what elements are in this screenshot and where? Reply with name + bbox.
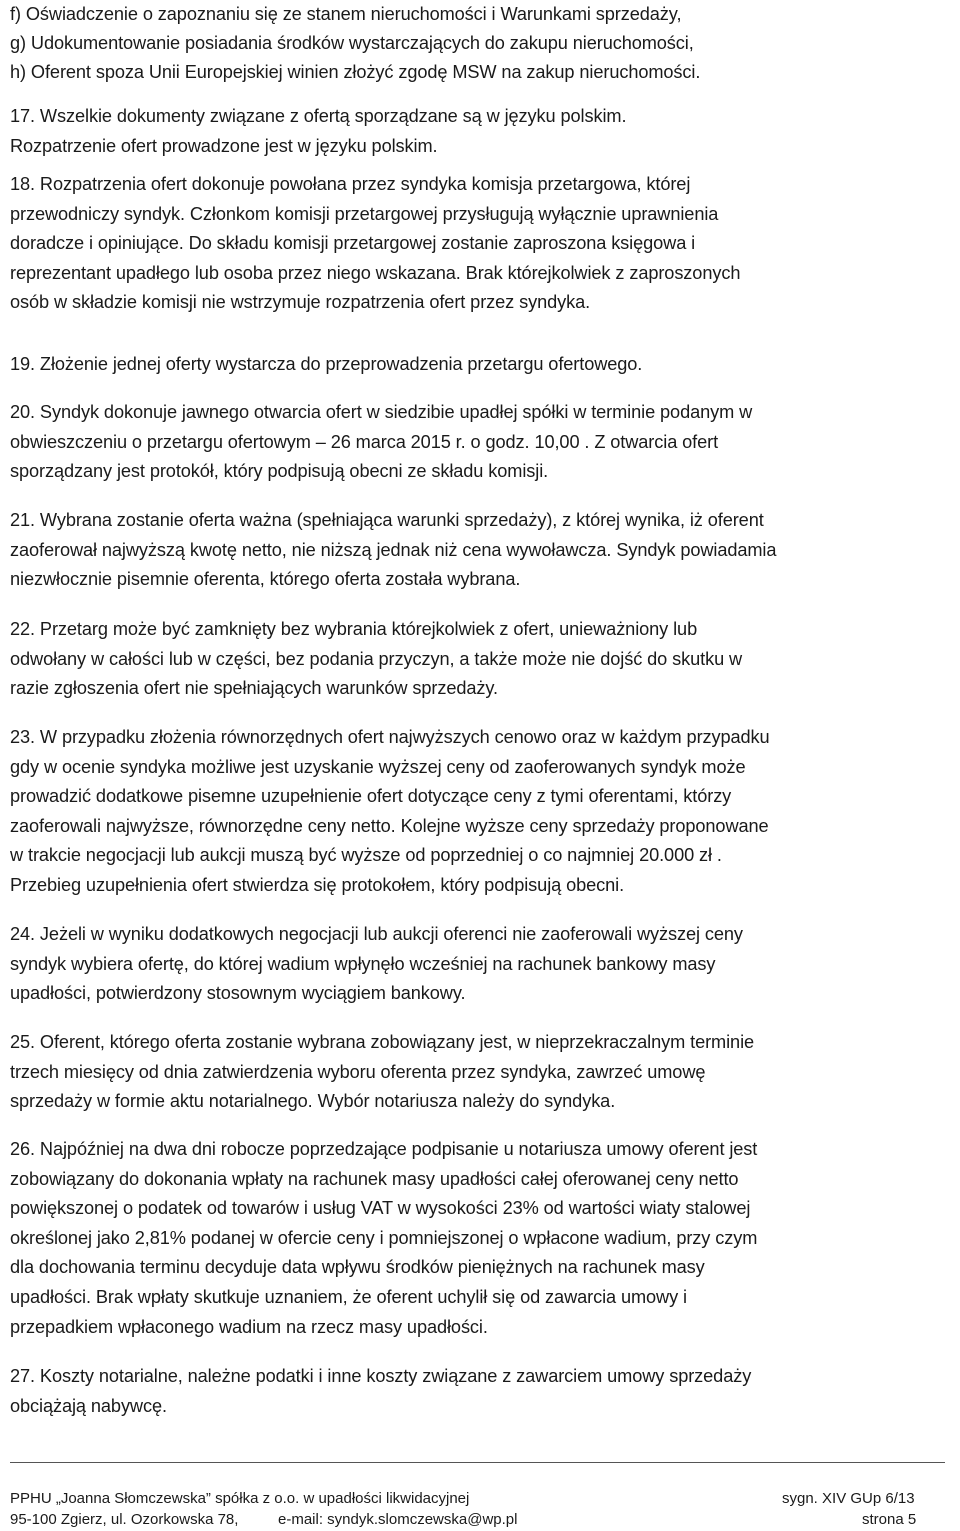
paragraph-line: doradcze i opiniujące. Do składu komisji przetargowej zostanie zaproszona księgowa i xyxy=(10,233,696,253)
paragraph-line: sprzedaży w formie aktu notarialnego. Wybór notariusza należy do syndyka. xyxy=(10,1091,616,1111)
footer-page-number: strona 5 xyxy=(862,1511,917,1528)
paragraph-line: trzech miesięcy od dnia zatwierdzenia wyboru oferenta przez syndyka, zawrzeć umowę xyxy=(10,1062,706,1082)
paragraph-line: powiększonej o podatek od towarów i usług VAT w wysokości 23% od wartości wiaty stalowej xyxy=(10,1198,751,1218)
paragraph-line: syndyk wybiera ofertę, do której wadium wpłynęło wcześniej na rachunek bankowy masy xyxy=(10,954,716,974)
list-item: g) Udokumentowanie posiadania środków wystarczających do zakupu nieruchomości, xyxy=(10,33,694,53)
paragraph-line: 19. Złożenie jednej oferty wystarcza do przeprowadzenia przetargu ofertowego. xyxy=(10,354,643,374)
footer-case-ref: sygn. XIV GUp 6/13 xyxy=(782,1490,915,1507)
paragraph-line: 21. Wybrana zostanie oferta ważna (spełniająca warunki sprzedaży), z której wynika, iż oferent xyxy=(10,510,764,530)
paragraph-line: zaoferował najwyższą kwotę netto, nie niższą jednak niż cena wywoławcza. Syndyk powiadamia xyxy=(10,540,777,560)
paragraph-line: w trakcie negocjacji lub aukcji muszą być wyższe od poprzedniej o co najmniej 20.000 zł . xyxy=(10,845,722,865)
paragraph-line: zobowiązany do dokonania wpłaty na rachunek masy upadłości całej oferowanej ceny netto xyxy=(10,1169,739,1189)
paragraph-line: Rozpatrzenie ofert prowadzone jest w języku polskim. xyxy=(10,136,438,156)
footer-email: e-mail: syndyk.slomczewska@wp.pl xyxy=(278,1511,518,1528)
paragraph-line: 22. Przetarg może być zamknięty bez wybrania którejkolwiek z ofert, unieważniony lub xyxy=(10,619,698,639)
paragraph-line: upadłości, potwierdzony stosownym wyciągiem bankowy. xyxy=(10,983,466,1003)
paragraph-line: sporządzany jest protokół, który podpisują obecni ze składu komisji. xyxy=(10,461,549,481)
paragraph-line: dla dochowania terminu decyduje data wpływu środków pieniężnych na rachunek masy xyxy=(10,1257,705,1277)
paragraph-line: 17. Wszelkie dokumenty związane z ofertą sporządzane są w języku polskim. xyxy=(10,106,627,126)
paragraph-line: upadłości. Brak wpłaty skutkuje uznaniem, że oferent uchylił się od zawarcia umowy i xyxy=(10,1287,687,1307)
paragraph-line: reprezentant upadłego lub osoba przez niego wskazana. Brak którejkolwiek z zaproszonych xyxy=(10,263,741,283)
paragraph-line: zaoferowali najwyższe, równorzędne ceny netto. Kolejne wyższe ceny sprzedaży proponowane xyxy=(10,816,769,836)
paragraph-line: 23. W przypadku złożenia równorzędnych ofert najwyższych cenowo oraz w każdym przypadku xyxy=(10,727,770,747)
paragraph-line: przepadkiem wpłaconego wadium na rzecz masy upadłości. xyxy=(10,1317,488,1337)
paragraph-line: obciążają nabywcę. xyxy=(10,1396,167,1416)
paragraph-line: 27. Koszty notarialne, należne podatki i inne koszty związane z zawarciem umowy sprzedaży xyxy=(10,1366,752,1386)
list-item: h) Oferent spoza Unii Europejskiej winien złożyć zgodę MSW na zakup nieruchomości. xyxy=(10,62,701,82)
footer-company: PPHU „Joanna Słomczewska” spółka z o.o. w upadłości likwidacyjnej xyxy=(10,1490,470,1507)
paragraph-line: gdy w ocenie syndyka możliwe jest uzyskanie wyższej ceny od zaoferowanych syndyk może xyxy=(10,757,746,777)
paragraph-line: niezwłocznie pisemnie oferenta, którego oferta została wybrana. xyxy=(10,569,521,589)
paragraph-line: Przebieg uzupełnienia ofert stwierdza się protokołem, który podpisują obecni. xyxy=(10,875,625,895)
paragraph-line: przewodniczy syndyk. Członkom komisji przetargowej przysługują wyłącznie uprawnienia xyxy=(10,204,719,224)
paragraph-line: razie zgłoszenia ofert nie spełniających warunków sprzedaży. xyxy=(10,678,499,698)
footer-divider xyxy=(10,1462,945,1463)
paragraph-line: 20. Syndyk dokonuje jawnego otwarcia ofert w siedzibie upadłej spółki w terminie podanym w xyxy=(10,402,753,422)
paragraph-line: odwołany w całości lub w części, bez podania przyczyn, a także może nie dojść do skutku w xyxy=(10,649,743,669)
paragraph-line: określonej jako 2,81% podanej w ofercie ceny i pomniejszonej o wpłacone wadium, przy czym xyxy=(10,1228,758,1248)
paragraph-line: 24. Jeżeli w wyniku dodatkowych negocjacji lub aukcji oferenci nie zaoferowali wyższej ceny xyxy=(10,924,743,944)
list-item: f) Oświadczenie o zapoznaniu się ze stanem nieruchomości i Warunkami sprzedaży, xyxy=(10,4,682,24)
paragraph-line: 26. Najpóźniej na dwa dni robocze poprzedzające podpisanie u notariusza umowy oferent jest xyxy=(10,1139,758,1159)
paragraph-line: osób w składzie komisji nie wstrzymuje rozpatrzenia ofert przez syndyka. xyxy=(10,292,591,312)
paragraph-line: 18. Rozpatrzenia ofert dokonuje powołana przez syndyka komisja przetargowa, której xyxy=(10,174,691,194)
paragraph-line: 25. Oferent, którego oferta zostanie wybrana zobowiązany jest, w nieprzekraczalnym terminie xyxy=(10,1032,755,1052)
paragraph-line: obwieszczeniu o przetargu ofertowym – 26 marca 2015 r. o godz. 10,00 . Z otwarcia ofert xyxy=(10,432,719,452)
footer-address: 95-100 Zgierz, ul. Ozorkowska 78, xyxy=(10,1511,239,1528)
paragraph-line: prowadzić dodatkowe pisemne uzupełnienie ofert dotyczące ceny z tymi oferentami, którzy xyxy=(10,786,732,806)
